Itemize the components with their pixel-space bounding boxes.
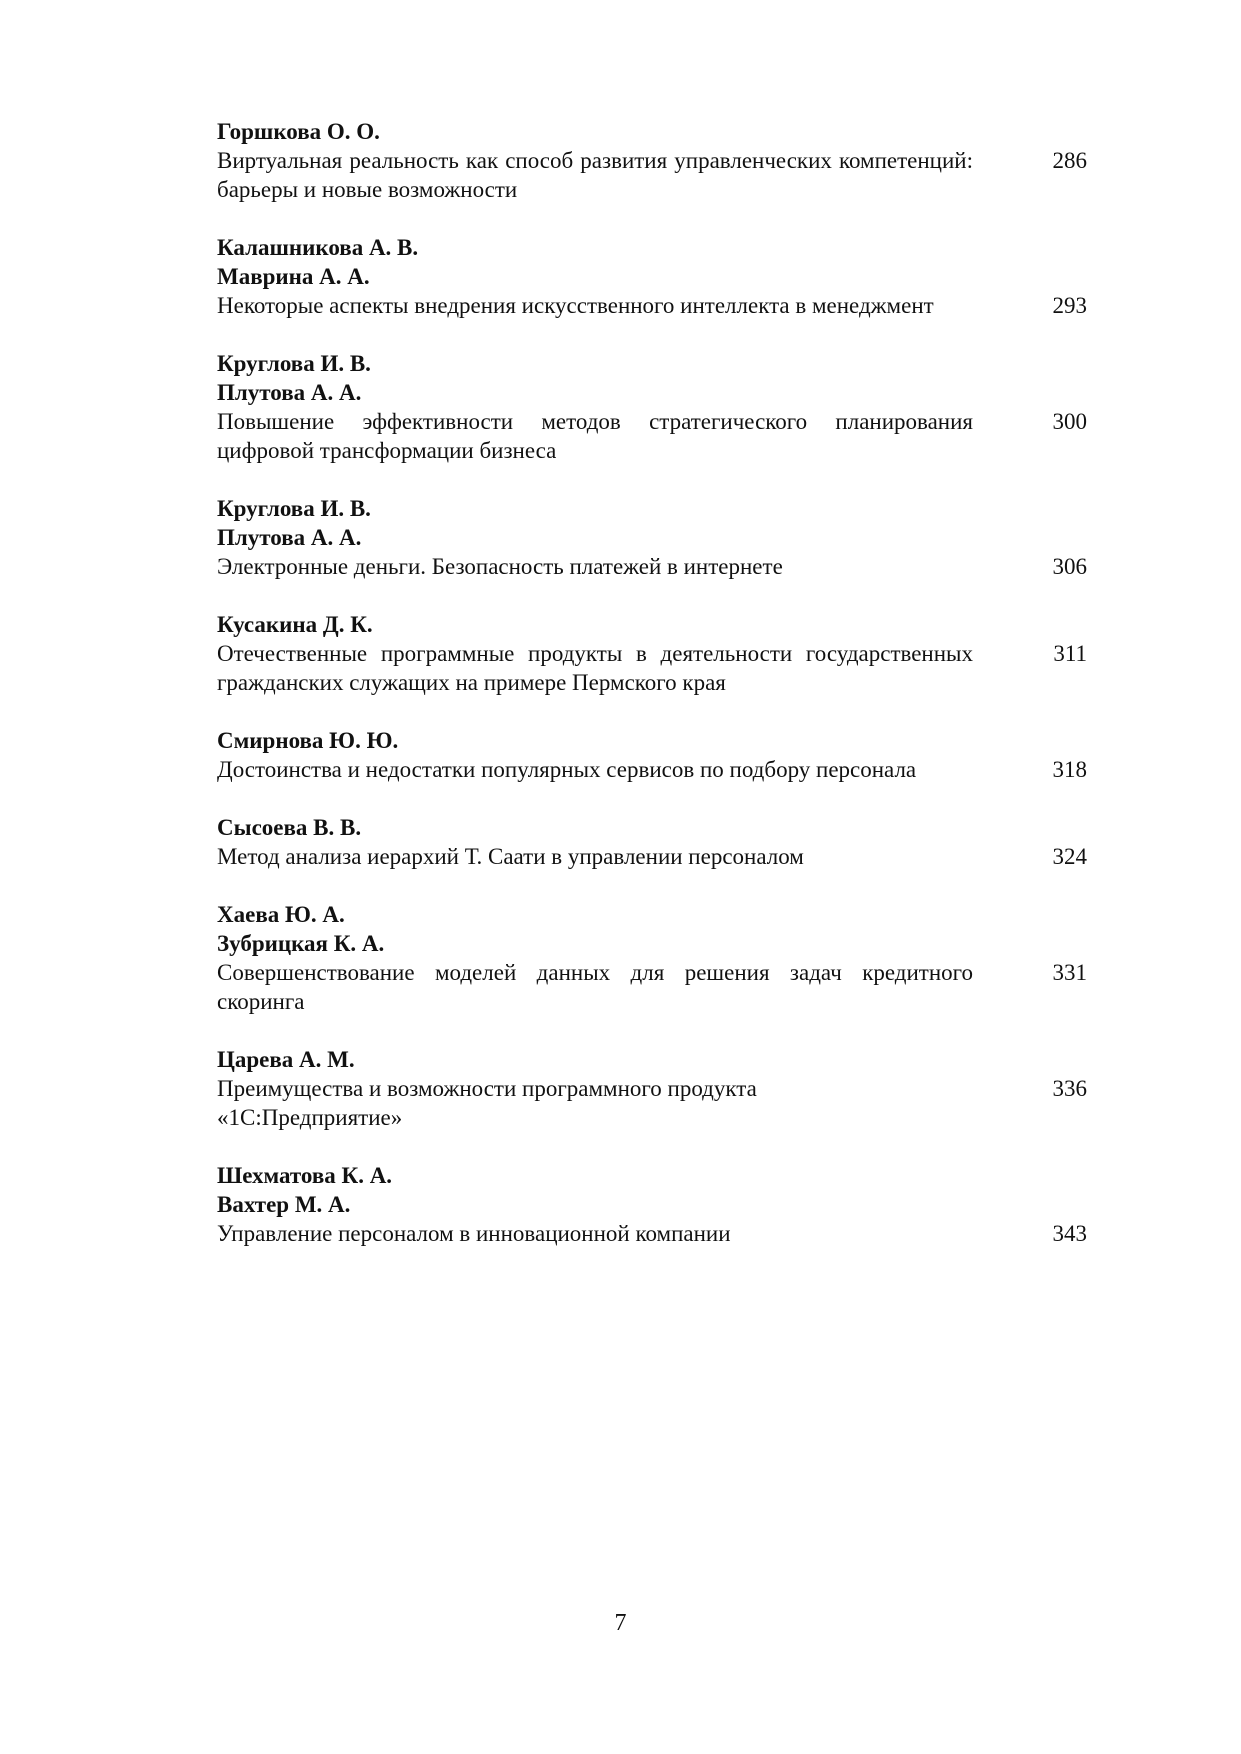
entry-row [217,842,1087,871]
toc-entry [217,233,1087,320]
entry-page-number: 318 [1052,757,1087,782]
entry-author: Плутова А. А. [217,525,362,550]
entry-page-number: 331 [1052,960,1087,985]
entry-row [217,639,1087,697]
entry-title: Отечественные программные продукты в деятельности государственных гражданских служащих на примере Пермского края [217,641,973,695]
toc-entry [217,610,1087,697]
toc-entry [217,349,1087,465]
entry-author: Царева А. М. [217,1047,355,1072]
entry-title: Повышение эффективности методов стратегического планирования цифровой трансформации бизнеса [217,409,973,463]
entry-title: Совершенствование моделей данных для решения задач кредитного скоринга [217,960,973,1014]
entry-row [217,1219,1087,1248]
entry-author: Шехматова К. А. [217,1163,393,1188]
entry-title: Электронные деньги. Безопасность платежей в интернете [217,554,783,579]
entry-title-line: Преимущества и возможности программного продукта [217,1076,757,1101]
toc-entry [217,494,1087,581]
entry-author: Смирнова Ю. Ю. [217,728,399,753]
entry-author: Вахтер М. А. [217,1192,351,1217]
entry-author: Плутова А. А. [217,380,362,405]
entry-page-number: 300 [1052,409,1087,434]
entry-author: Круглова И. В. [217,351,371,376]
entry-page-number: 286 [1052,148,1087,173]
entry-title: Виртуальная реальность как способ развития управленческих компетенций: барьеры и новые возможности [217,148,973,202]
toc-entry [217,813,1087,871]
entry-page-number: 306 [1052,554,1087,579]
entry-row [217,552,1087,581]
entry-row [217,407,1087,465]
entry-page-number: 293 [1052,293,1087,318]
toc-entry [217,1161,1087,1248]
entry-title: Некоторые аспекты внедрения искусственного интеллекта в менеджмент [217,293,934,318]
entry-page-number: 324 [1052,844,1087,869]
entry-title: Управление персоналом в инновационной компании [217,1221,731,1246]
entry-row [217,755,1087,784]
toc-entry [217,726,1087,784]
entry-author: Горшкова О. О. [217,119,380,144]
entry-author: Маврина А. А. [217,264,370,289]
entry-page-number: 343 [1052,1221,1087,1246]
entry-author: Кусакина Д. К. [217,612,373,637]
entry-author: Сысоева В. В. [217,815,362,840]
entry-page-number: 336 [1052,1076,1087,1101]
toc-entry [217,1045,1087,1132]
entry-title [217,1074,973,1132]
entry-author: Хаева Ю. А. [217,902,345,927]
entry-author: Зубрицкая К. А. [217,931,385,956]
entry-author: Круглова И. В. [217,496,371,521]
entry-author: Калашникова А. В. [217,235,419,260]
toc-entry [217,900,1087,1016]
table-of-contents [217,117,1087,1248]
toc-entry [217,117,1087,204]
entry-title-line: «1С:Предприятие» [217,1105,403,1130]
entry-row [217,146,1087,204]
entry-title: Метод анализа иерархий Т. Саати в управлении персоналом [217,844,804,869]
entry-title: Достоинства и недостатки популярных сервисов по подбору персонала [217,757,917,782]
page-number: 7 [614,1610,627,1636]
entry-page-number: 311 [1053,641,1087,666]
entry-row [217,1074,1087,1132]
entry-row [217,291,1087,320]
entry-row [217,958,1087,1016]
